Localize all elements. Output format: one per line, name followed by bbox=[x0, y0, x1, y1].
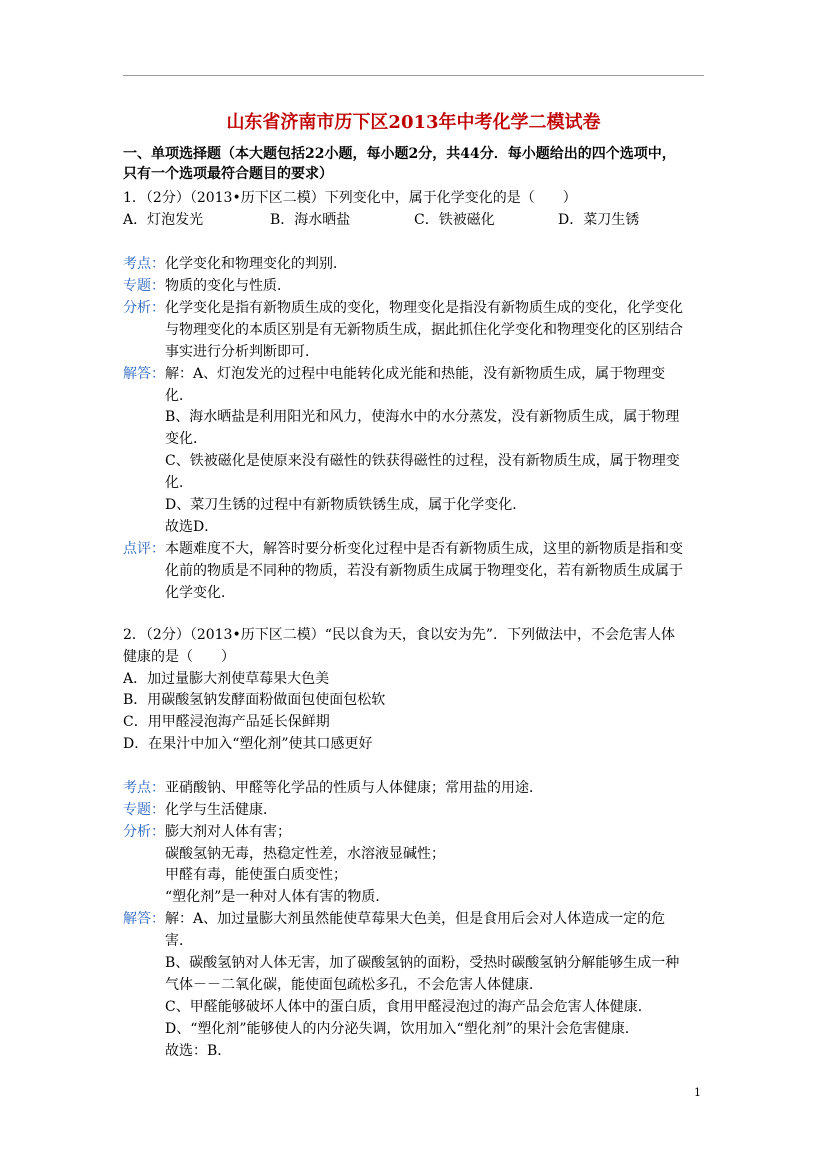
q2-option-a: A．加过量膨大剂使草莓果大色美 bbox=[123, 671, 330, 687]
section-heading-line1: 一、单项选择题（本大题包括22小题，每小题2分，共44分．每小题给出的四个选项中， bbox=[123, 146, 676, 162]
q1-dianping-line: 本题难度不大，解答时要分析变化过程中是否有新物质生成，这里的新物质是指和变 bbox=[165, 541, 683, 557]
q1-jieda-line: 解：A、灯泡发光的过程中电能转化成光能和热能，没有新物质生成，属于物理变 bbox=[165, 366, 666, 382]
q2-stem-line: 2．（2分）（2013•历下区二模）“民以食为天，食以安为先”．下列做法中，不会危害人体 bbox=[123, 627, 676, 643]
q1-fenxi-line: 化学变化是指有新物质生成的变化，物理变化是指没有新物质生成的变化，化学变化 bbox=[165, 300, 683, 316]
q2-option-b: B．用碳酸氢钠发酵面粉做面包使面包松软 bbox=[123, 692, 386, 708]
q1-option-a: A．灯泡发光 bbox=[123, 212, 204, 228]
q1-zhuanti-text: 物质的变化与性质． bbox=[165, 278, 291, 294]
q1-dianping-line: 化前的物质是不同种的物质，若没有新物质生成属于物理变化，若有新物质生成属于 bbox=[165, 563, 683, 579]
q2-kaodian-label: 考点： bbox=[123, 780, 165, 796]
q2-jieda-label: 解答： bbox=[123, 911, 165, 927]
header-rule bbox=[123, 75, 704, 76]
q1-jieda-line: 故选D． bbox=[165, 519, 219, 535]
q2-zhuanti-label: 专题： bbox=[123, 802, 165, 818]
q2-fenxi-label: 分析： bbox=[123, 824, 165, 840]
q1-jieda-line: D、菜刀生锈的过程中有新物质铁锈生成，属于化学变化． bbox=[165, 497, 527, 513]
q1-jieda-line: B、海水晒盐是利用阳光和风力，使海水中的水分蒸发，没有新物质生成，属于物理 bbox=[165, 409, 680, 425]
page-number: 1 bbox=[694, 1086, 701, 1099]
q1-kaodian-text: 化学变化和物理变化的判别． bbox=[165, 256, 347, 272]
q1-zhuanti-label: 专题： bbox=[123, 278, 165, 294]
q2-jieda-line: 故选：B． bbox=[165, 1043, 232, 1059]
section-heading-line2: 只有一个选项最符合题目的要求） bbox=[123, 166, 333, 182]
q1-option-c: C．铁被磁化 bbox=[414, 212, 495, 228]
q2-option-c: C．用甲醛浸泡海产品延长保鲜期 bbox=[123, 714, 330, 730]
q1-option-b: B．海水晒盐 bbox=[270, 212, 351, 228]
q1-fenxi-label: 分析： bbox=[123, 300, 165, 316]
q2-fenxi-line: 碳酸氢钠无毒，热稳定性差，水溶液显碱性； bbox=[165, 846, 445, 862]
q2-fenxi-line: “塑化剂”是一种对人体有害的物质． bbox=[165, 889, 390, 905]
q2-fenxi-line: 甲醛有毒，能使蛋白质变性； bbox=[165, 867, 347, 883]
q2-option-d: D．在果汁中加入“塑化剂”使其口感更好 bbox=[123, 736, 373, 752]
q2-jieda-line: 解：A、加过量膨大剂虽然能使草莓果大色美，但是食用后会对人体造成一定的危 bbox=[165, 911, 666, 927]
q2-zhuanti-text: 化学与生活健康． bbox=[165, 802, 277, 818]
q1-jieda-label: 解答： bbox=[123, 366, 165, 382]
q1-jieda-line: 变化． bbox=[165, 431, 207, 447]
q1-dianping-label: 点评： bbox=[123, 541, 165, 557]
q2-jieda-line: 气体－－二氧化碳，能使面包疏松多孔，不会危害人体健康． bbox=[165, 977, 543, 993]
q2-jieda-line: 害． bbox=[165, 933, 193, 949]
q2-jieda-line: C、甲醛能够破坏人体中的蛋白质，食用甲醛浸泡过的海产品会危害人体健康． bbox=[165, 999, 652, 1015]
q2-jieda-line: B、碳酸氢钠对人体无害，加了碳酸氢钠的面粉，受热时碳酸氢钠分解能够生成一种 bbox=[165, 955, 680, 971]
q1-fenxi-line: 与物理变化的本质区别是有无新物质生成，据此抓住化学变化和物理变化的区别结合 bbox=[165, 322, 683, 338]
q1-stem: 1．（2分）（2013•历下区二模）下列变化中，属于化学变化的是（ ） bbox=[123, 190, 577, 206]
q1-jieda-line: 化． bbox=[165, 388, 193, 404]
q2-fenxi-line: 膨大剂对人体有害； bbox=[165, 824, 291, 840]
q1-kaodian-label: 考点： bbox=[123, 256, 165, 272]
q1-fenxi-line: 事实进行分析判断即可． bbox=[165, 344, 319, 360]
q2-jieda-line: D、“塑化剂”能够使人的内分泌失调，饮用加入“塑化剂”的果汁会危害健康． bbox=[165, 1021, 639, 1037]
q1-jieda-line: C、铁被磁化是使原来没有磁性的铁获得磁性的过程，没有新物质生成，属于物理变 bbox=[165, 453, 680, 469]
q2-stem-line: 健康的是（ ） bbox=[123, 649, 235, 665]
q1-dianping-line: 化学变化． bbox=[165, 585, 235, 601]
q1-option-d: D．菜刀生锈 bbox=[558, 212, 640, 228]
page-title: 山东省济南市历下区2013年中考化学二模试卷 bbox=[226, 112, 601, 133]
q1-jieda-line: 化． bbox=[165, 475, 193, 491]
q2-kaodian-text: 亚硝酸钠、甲醛等化学品的性质与人体健康；常用盐的用途． bbox=[165, 780, 543, 796]
